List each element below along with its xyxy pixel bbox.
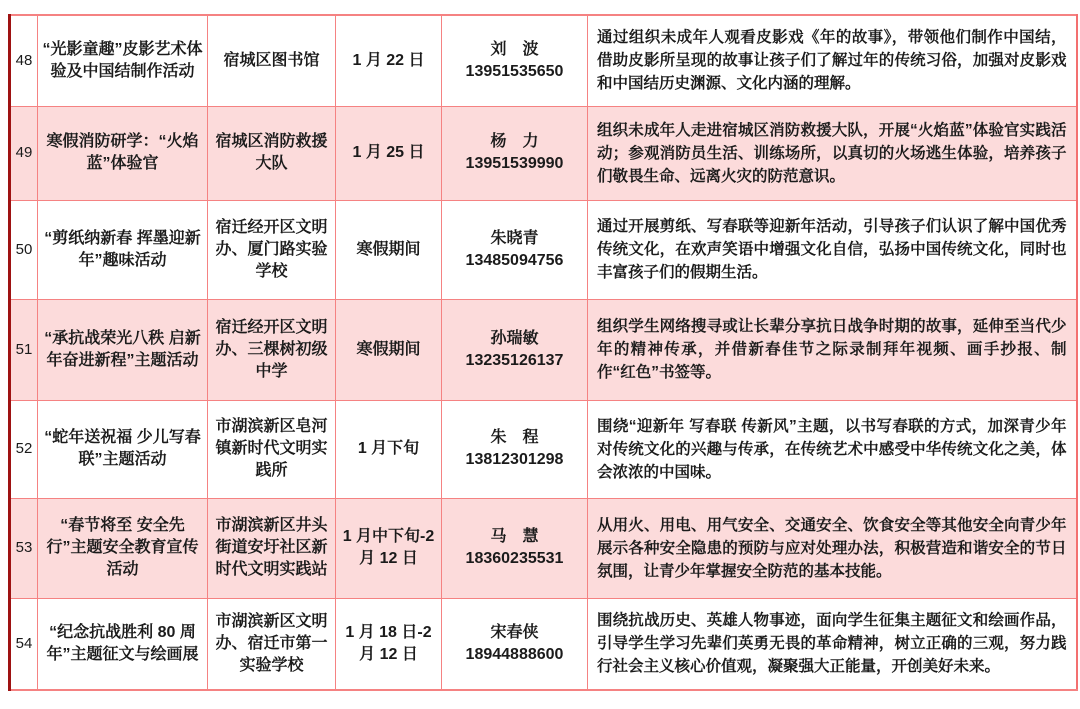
contact-name: 刘 波 (490, 40, 539, 58)
organizer-cell: 市湖滨新区文明办、宿迁市第一实验学校 (208, 598, 336, 690)
contact-name: 朱晓青 (490, 229, 539, 247)
table-row (10, 299, 1077, 400)
description-cell: 通过组织未成年人观看皮影戏《年的故事》，带领他们制作中国结，借助皮影所呈现的故事让孩子们了解过年的传统习俗，加强对皮影戏和中国结历史渊源、文化内涵的理解。 (588, 15, 1077, 106)
contact-phone: 13951539990 (465, 155, 564, 172)
contact-cell (442, 200, 588, 299)
contact-cell (442, 400, 588, 498)
activity-name-cell: “蛇年送祝福 少儿写春联”主题活动 (38, 400, 208, 498)
organizer-cell: 宿迁经开区文明办、三棵树初级中学 (208, 299, 336, 400)
contact-phone: 18360235531 (465, 550, 564, 567)
description-cell: 从用火、用电、用气安全、交通安全、饮食安全等其他安全向青少年展示各种安全隐患的预防与应对处理办法，积极营造和谐安全的节日氛围，让青少年掌握安全防范的基本技能。 (588, 498, 1077, 598)
contact-cell (442, 299, 588, 400)
contact-name: 杨 力 (490, 133, 539, 150)
row-number-cell: 50 (10, 200, 38, 299)
table-row (10, 498, 1077, 598)
table-row (10, 598, 1077, 690)
date-cell: 寒假期间 (336, 200, 442, 299)
activities-table-body (10, 15, 1077, 690)
contact-name: 宋春侠 (490, 623, 539, 641)
activity-name-cell: 寒假消防研学：“火焰蓝”体验官 (38, 106, 208, 200)
date-cell: 1 月下旬 (336, 400, 442, 498)
date-cell: 1 月 25 日 (336, 106, 442, 200)
date-cell: 寒假期间 (336, 299, 442, 400)
description-cell: 围绕“迎新年 写春联 传新风”主题，以书写春联的方式，加深青少年对传统文化的兴趣与传承，在传统艺术中感受中华传统文化之美，体会浓浓的中国味。 (588, 400, 1077, 498)
description-cell: 组织未成年人走进宿城区消防救援大队，开展“火焰蓝”体验官实践活动；参观消防员生活、训练场所，以真切的火场逃生体验，培养孩子们敬畏生命、远离火灾的防范意识。 (588, 106, 1077, 200)
row-number-cell: 53 (10, 498, 38, 598)
contact-cell (442, 106, 588, 200)
row-number-cell: 48 (10, 15, 38, 106)
contact-phone: 13951535650 (465, 62, 564, 80)
organizer-cell: 市湖滨新区井头街道安圩社区新时代文明实践站 (208, 498, 336, 598)
activity-name-cell: “承抗战荣光八秩 启新年奋进新程”主题活动 (38, 299, 208, 400)
date-cell: 1 月中下旬-2 月 12 日 (336, 498, 442, 598)
organizer-cell: 宿迁经开区文明办、厦门路实验学校 (208, 200, 336, 299)
contact-name: 朱 程 (490, 429, 539, 446)
table-row (10, 200, 1077, 299)
contact-name: 孙瑞敏 (490, 329, 539, 347)
table-row (10, 15, 1077, 106)
contact-cell (442, 15, 588, 106)
activity-name-cell: “剪纸纳新春 挥墨迎新年”趣味活动 (38, 200, 208, 299)
contact-name: 马 慧 (490, 528, 539, 545)
row-number-cell: 52 (10, 400, 38, 498)
description-cell: 通过开展剪纸、写春联等迎新年活动，引导孩子们认识了解中国优秀传统文化，在欢声笑语中增强文化自信，弘扬中国传统文化，同时也丰富孩子们的假期生活。 (588, 200, 1077, 299)
activity-name-cell: “光影童趣”皮影艺术体验及中国结制作活动 (38, 15, 208, 106)
contact-phone: 13485094756 (465, 251, 564, 269)
organizer-cell: 宿城区图书馆 (208, 15, 336, 106)
row-number-cell: 51 (10, 299, 38, 400)
table-row (10, 106, 1077, 200)
contact-cell (442, 598, 588, 690)
organizer-cell: 宿城区消防救援大队 (208, 106, 336, 200)
date-cell: 1 月 22 日 (336, 15, 442, 106)
date-cell: 1 月 18 日-2 月 12 日 (336, 598, 442, 690)
table-row (10, 400, 1077, 498)
contact-phone: 13812301298 (465, 451, 564, 468)
contact-phone: 13235126137 (465, 351, 564, 369)
organizer-cell: 市湖滨新区皂河镇新时代文明实践所 (208, 400, 336, 498)
row-number-cell: 54 (10, 598, 38, 690)
activity-name-cell: “纪念抗战胜利 80 周年”主题征文与绘画展 (38, 598, 208, 690)
activity-name-cell: “春节将至 安全先行”主题安全教育宣传活动 (38, 498, 208, 598)
activities-table (8, 14, 1078, 691)
description-cell: 组织学生网络搜寻或让长辈分享抗日战争时期的故事，延伸至当代少年的精神传承，并借新春佳节之际录制拜年视频、画手抄报、制作“红色”书签等。 (588, 299, 1077, 400)
row-number-cell: 49 (10, 106, 38, 200)
contact-cell (442, 498, 588, 598)
contact-phone: 18944888600 (465, 645, 564, 663)
description-cell: 围绕抗战历史、英雄人物事迹，面向学生征集主题征文和绘画作品，引导学生学习先辈们英勇无畏的革命精神，树立正确的三观，努力践行社会主义核心价值观，凝聚强大正能量，开创美好未来。 (588, 598, 1077, 690)
